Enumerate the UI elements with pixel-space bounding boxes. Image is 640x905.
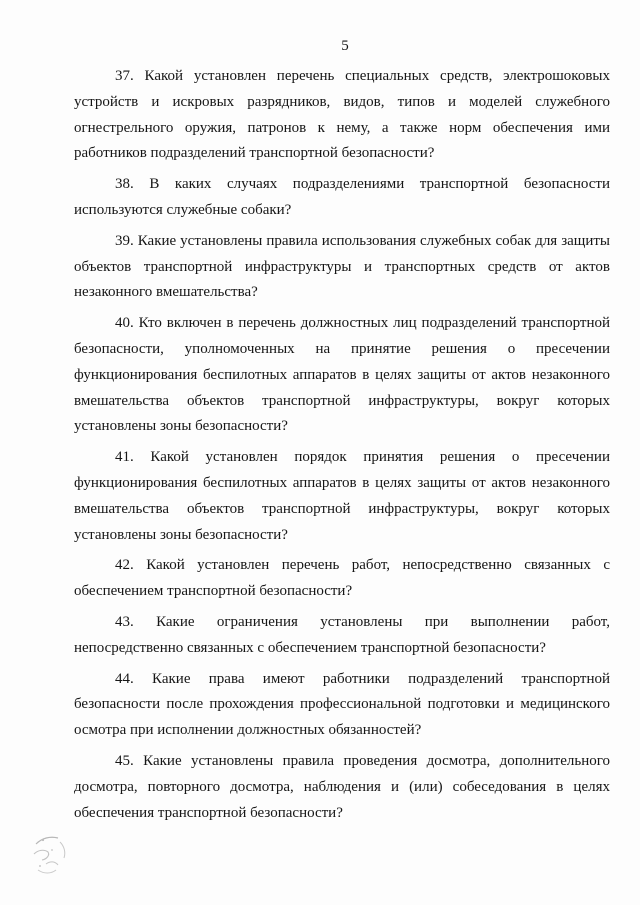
question-45: 45. Какие установлены правила проведения досмотра, дополнительного досмотра, повторного досмотра, наблюдения и (или) собеседования в целях обеспечения транспортной безопасности?	[74, 752, 610, 821]
question-list	[74, 64, 610, 831]
faint-stamp-mark-icon	[28, 822, 76, 882]
question-43: 43. Какие ограничения установлены при выполнении работ, непосредственно связанных с обеспечением транспортной безопасности?	[74, 613, 610, 656]
question-38: 38. В каких случаях подразделениями транспортной безопасности используются служебные собаки?	[74, 176, 610, 218]
question-41: 41. Какой установлен порядок принятия решения о пресечении функционирования беспилотных аппаратов в целях защиты от актов незаконного вмешательства объектов транспортной инфраструктуры, вокруг которых установлены зоны безопасности?	[74, 449, 610, 543]
question-37: 37. Какой установлен перечень специальных средств, электрошоковых устройств и искровых разрядников, видов, типов и моделей служебного огнестрельного оружия, патронов к нему, а также норм обеспечения ими работников подразделений транспортной безопасности?	[74, 68, 610, 162]
page-number: 5	[341, 38, 349, 54]
question-40: 40. Кто включен в перечень должностных лиц подразделений транспортной безопасности, уполномоченных на принятие решения о пресечении функционирования беспилотных аппаратов в целях защиты от актов незаконного вмешательства объектов транспортной инфраструктуры, вокруг которых установлены зоны безопасности?	[74, 315, 610, 435]
question-44: 44. Какие права имеют работники подразделений транспортной безопасности после прохождения профессиональной подготовки и медицинского осмотра при исполнении должностных обязанностей?	[74, 670, 610, 739]
question-39: 39. Какие установлены правила использования служебных собак для защиты объектов транспортной инфраструктуры и транспортных средств от актов незаконного вмешательства?	[74, 232, 610, 301]
question-42: 42. Какой установлен перечень работ, непосредственно связанных с обеспечением транспортной безопасности?	[74, 557, 610, 600]
